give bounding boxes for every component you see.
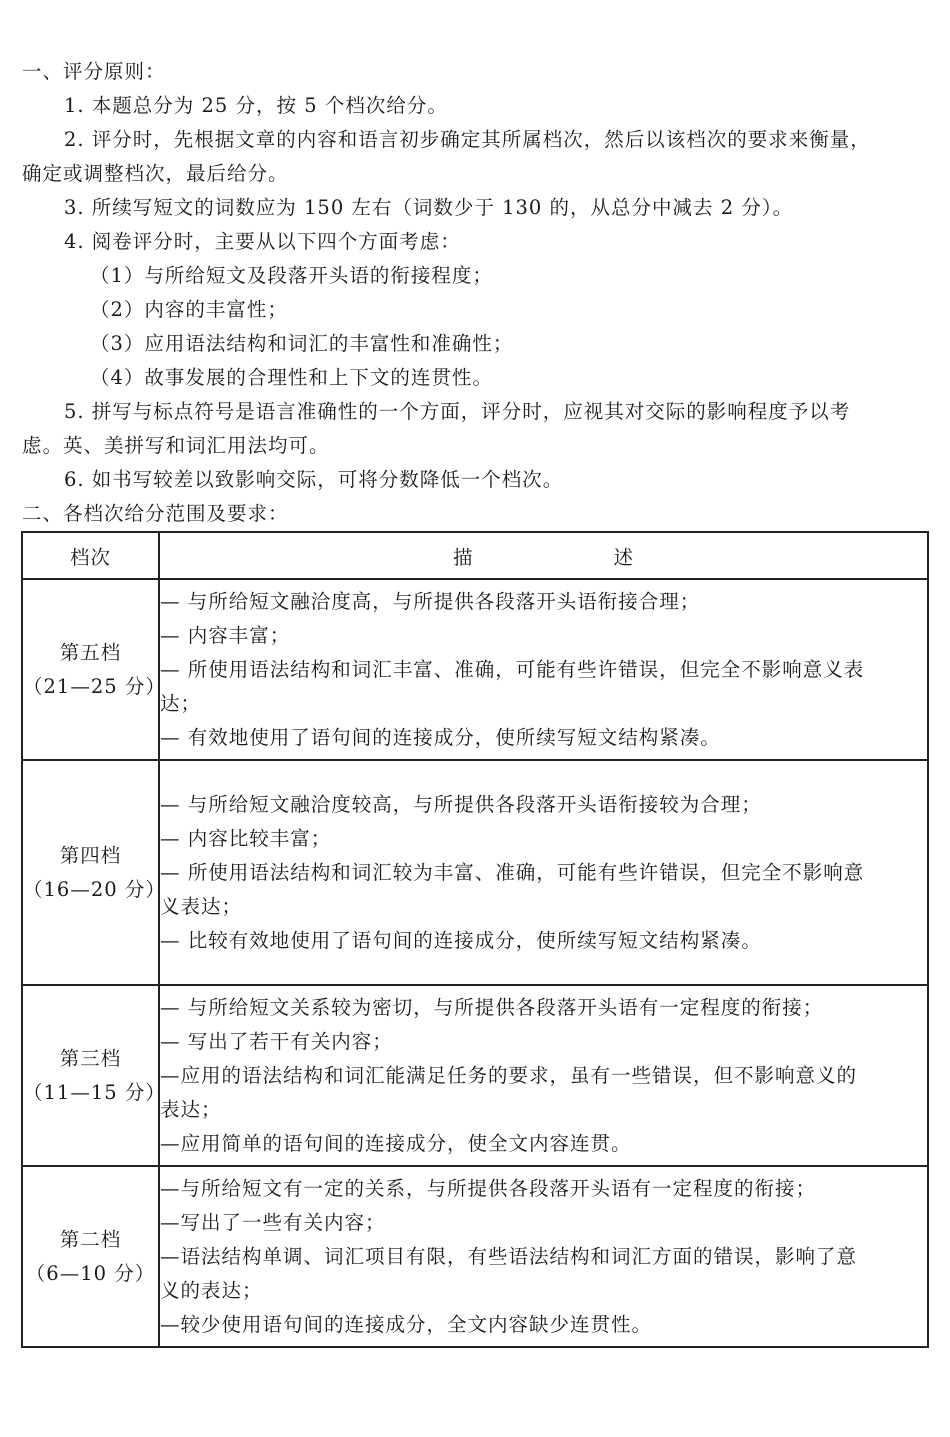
header-level: 档次 [22,532,159,579]
rule-4-sub-4: （4）故事发展的合理性和上下文的连贯性。 [90,366,493,389]
description-line: —较少使用语句间的连接成分，全文内容缺少连贯性。 [160,1312,653,1336]
description-line: 表达； [160,1097,222,1121]
description-line: — 有效地使用了语句间的连接成分，使所续写短文结构紧凑。 [160,725,721,749]
description-cell [159,985,928,1166]
section1-title: 一、评分原则： [22,60,166,83]
level-cell [22,1166,159,1347]
level-range: （6—10 分） [25,1261,156,1285]
rule-4-sub-3: （3）应用语法结构和词汇的丰富性和准确性； [90,332,514,355]
table-header-row [22,532,928,579]
table-row [22,579,928,760]
description-line: — 比较有效地使用了语句间的连接成分，使所续写短文结构紧凑。 [160,928,762,952]
rule-4-sub-2: （2）内容的丰富性； [90,298,288,321]
description-line: — 所使用语法结构和词汇丰富、准确，可能有些许错误，但完全不影响意义表 [160,657,865,681]
level-name: 第三档 [59,1046,122,1070]
table-row [22,985,928,1166]
description-cell [159,1166,928,1347]
rule-5-continued: 虑。英、美拼写和词汇用法均可。 [22,434,330,457]
header-desc-char-1: 描 [452,545,474,569]
level-name: 第五档 [59,640,122,664]
description-line: — 与所给短文融洽度较高，与所提供各段落开头语衔接较为合理； [160,792,762,816]
description-line: — 与所给短文关系较为密切，与所提供各段落开头语有一定程度的衔接； [160,995,824,1019]
level-name: 第二档 [59,1227,122,1251]
description-line: — 写出了若干有关内容； [160,1029,393,1053]
description-line: — 所使用语法结构和词汇较为丰富、准确，可能有些许错误，但完全不影响意 [160,860,865,884]
description-cell [159,760,928,985]
level-range: （11—15 分） [23,1080,166,1104]
level-range: （21—25 分） [23,674,166,698]
header-desc-char-2: 述 [613,545,635,569]
level-cell [22,985,166,1166]
description-line: 义表达； [160,894,243,918]
rule-1: 1. 本题总分为 25 分，按 5 个档次给分。 [64,94,448,117]
description-line: 义的表达； [160,1278,263,1302]
description-line: 达； [160,691,202,715]
table-row [22,760,928,985]
description-line: —语法结构单调、词汇项目有限，有些语法结构和词汇方面的错误，影响了意 [160,1244,858,1268]
level-range: （16—20 分） [23,877,166,901]
rule-5: 5. 拼写与标点符号是语言准确性的一个方面，评分时，应视其对交际的影响程度予以考 [64,400,851,423]
header-description [159,532,928,579]
description-line: — 内容丰富； [160,623,291,647]
level-cell [22,579,166,760]
description-line: —与所给短文有一定的关系，与所提供各段落开头语有一定程度的衔接； [160,1176,817,1200]
table-row [22,1166,928,1347]
rule-6: 6. 如书写较差以致影响交际，可将分数降低一个档次。 [64,468,564,491]
rule-3: 3. 所续写短文的词数应为 150 左右（词数少于 130 的，从总分中减去 2 分）。 [64,196,794,219]
rule-2-continued: 确定或调整档次，最后给分。 [22,162,289,185]
section2-title: 二、各档次给分范围及要求： [22,502,289,525]
rule-4: 4. 阅卷评分时，主要从以下四个方面考虑： [64,230,461,253]
level-cell [22,760,166,985]
rule-4-sub-1: （1）与所给短文及段落开头语的衔接程度； [90,264,493,287]
rule-2: 2. 评分时，先根据文章的内容和语言初步确定其所属档次，然后以该档次的要求来衡量， [64,128,871,151]
description-line: — 与所给短文融洽度高，与所提供各段落开头语衔接合理； [160,589,701,613]
level-name: 第四档 [59,843,122,867]
description-line: —应用简单的语句间的连接成分，使全文内容连贯。 [160,1131,632,1155]
description-line: —应用的语法结构和词汇能满足任务的要求，虽有一些错误，但不影响意义的 [160,1063,858,1087]
description-cell [159,579,928,760]
description-line: —写出了一些有关内容； [160,1210,386,1234]
description-line: — 内容比较丰富； [160,826,332,850]
grading-table [21,531,929,1348]
